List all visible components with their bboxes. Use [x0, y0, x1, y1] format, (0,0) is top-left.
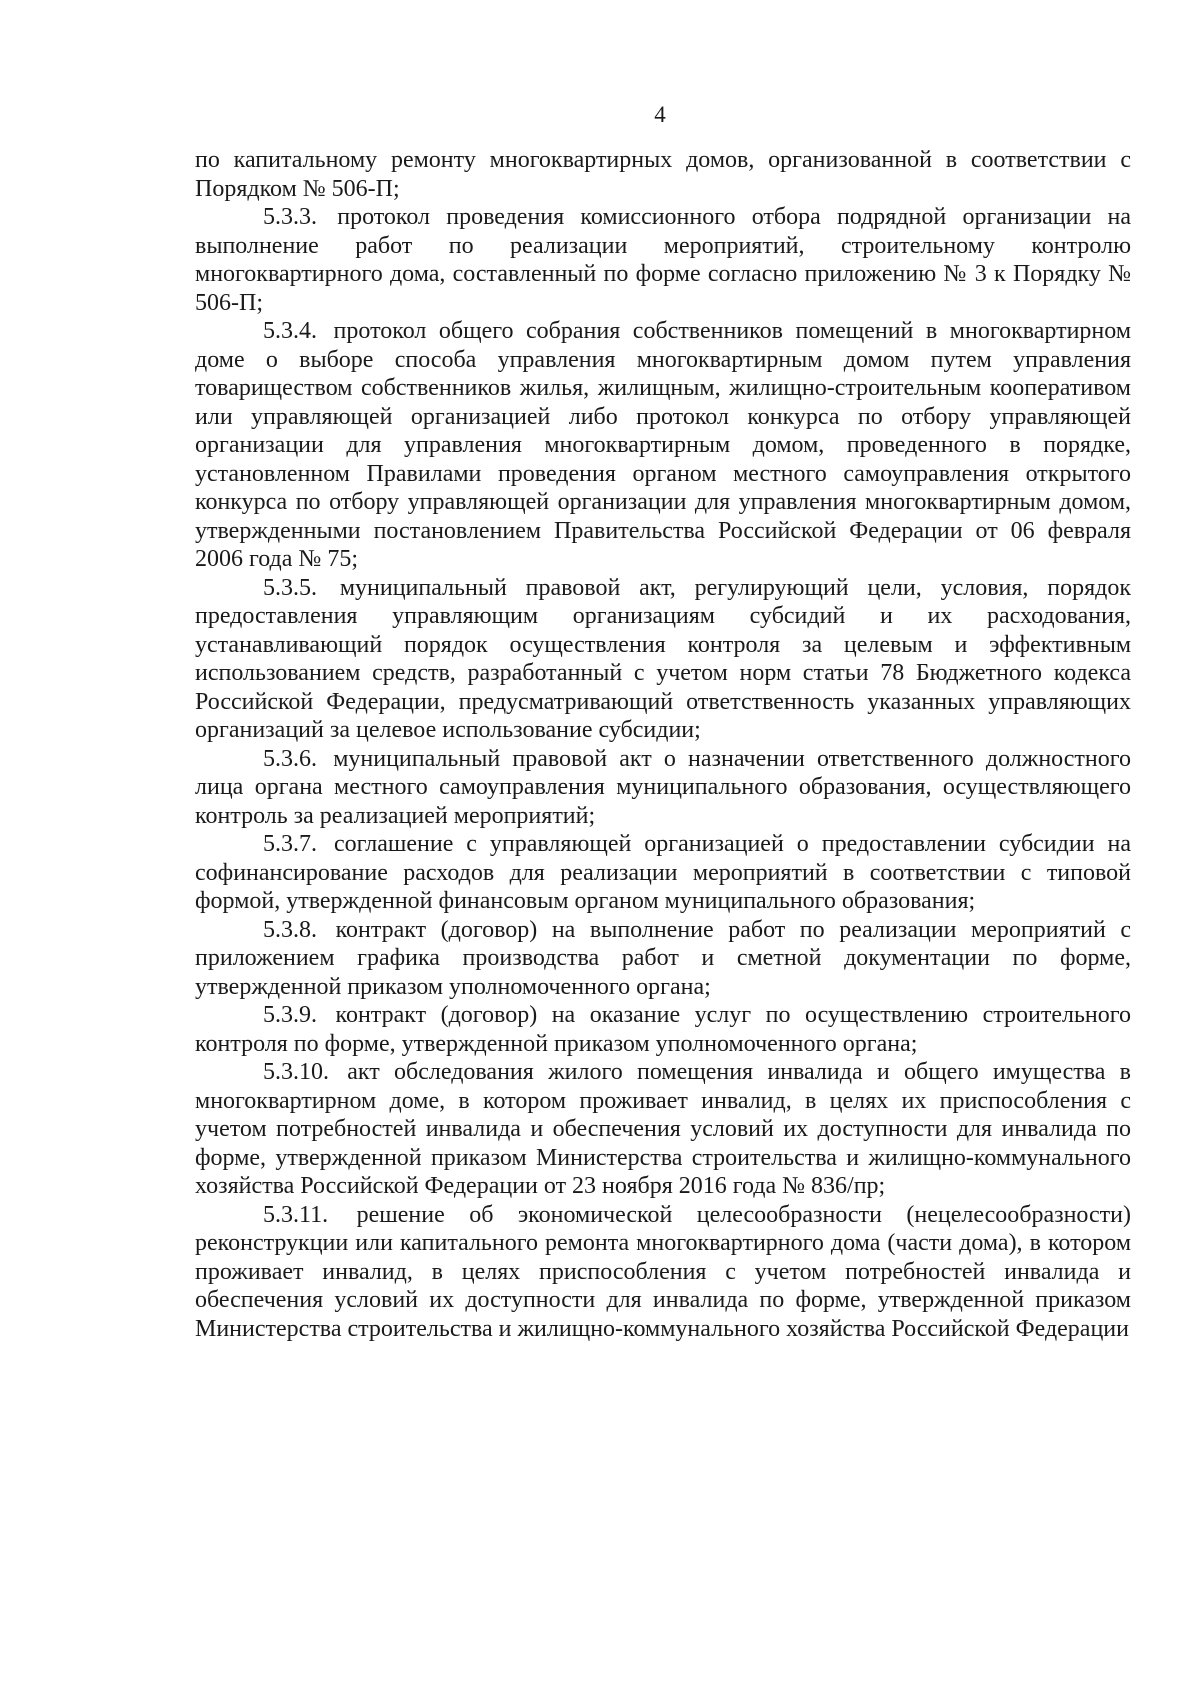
- paragraph-text: муниципальный правовой акт, регулирующий цели, условия, порядок предоставления управляющим организациям субсидий и их расходования, устанавливающий порядок осуществления контроля за целевым и эффективным использованием средств, разработанный с учетом норм статьи 78 Бюджетного кодекса Российской Федерации, предусматривающий ответственность указанных управляющих организаций за целевое использование субсидии;: [195, 574, 1131, 743]
- clause-number: 5.3.10.: [263, 1059, 329, 1085]
- page-number: 4: [654, 102, 666, 127]
- paragraph-text: контракт (договор) на выполнение работ по реализации мероприятий с приложением графика производства работ и сметной документации по форме, утвержденной приказом уполномоченного органа;: [195, 916, 1131, 1000]
- clause-number: 5.3.8.: [263, 916, 317, 943]
- paragraph-5-3-3: [195, 203, 1131, 317]
- paragraph-text: муниципальный правовой акт о назначении ответственного должностного лица органа местного самоуправления муниципального образования, осуществляющего контроль за реализацией мероприятий;: [195, 745, 1132, 829]
- paragraph-text: соглашение с управляющей организацией о предоставлении субсидии на софинансирование расходов для реализации мероприятий в соответствии с типовой формой, утвержденной финансовым органом муниципального образования;: [195, 831, 1132, 914]
- clause-number: 5.3.5.: [263, 574, 317, 601]
- clause-number: 5.3.7.: [263, 831, 317, 857]
- paragraph-text: протокол общего собрания собственников помещений в многоквартирном доме о выборе способа управления многоквартирным домом путем управления товариществом собственников жилья, жилищным, жилищно-строительным кооперативом или управляющей организацией либо протокол конкурса по отбору управляющей организации для управления многоквартирным домом, проведенного в порядке, установленном Правилами проведения органом местного самоуправления открытого конкурса по отбору управляющей организации для управления многоквартирным домом, утвержденными постановлением Правительства Российской Федерации от 06 февраля 2006 года № 75;: [195, 318, 1132, 572]
- paragraph-5-3-9: [195, 1001, 1131, 1058]
- paragraph-5-3-7: [195, 830, 1131, 916]
- document-body: [195, 146, 1131, 1343]
- paragraph-5-3-5: [195, 574, 1131, 745]
- paragraph-5-3-8: [195, 916, 1131, 1002]
- paragraph-5-3-11: [195, 1201, 1131, 1344]
- paragraph-text: по капитальному ремонту многоквартирных домов, организованной в соответствии с Порядком № 506-П;: [195, 147, 1131, 202]
- clause-number: 5.3.11.: [263, 1201, 329, 1228]
- paragraph-5-3-10: [195, 1058, 1131, 1201]
- clause-number: 5.3.9.: [263, 1002, 317, 1028]
- paragraph-text: акт обследования жилого помещения инвалида и общего имущества в многоквартирном доме, в котором проживает инвалид, в целях их приспособления с учетом потребностей инвалида и обеспечения условий их доступности для инвалида по форме, утвержденной приказом Министерства строительства и жилищно-коммунального хозяйства Российской Федерации от 23 ноября 2016 года № 836/пр;: [195, 1059, 1132, 1199]
- paragraph-text: решение об экономической целесообразности (нецелесообразности) реконструкции или капитального ремонта многоквартирного дома (части дома), в котором проживает инвалид, в целях приспособления с учетом потребностей инвалида и обеспечения условий их доступности для инвалида по форме, утвержденной приказом Министерства строительства и жилищно-коммунального хозяйства Российской Федерации: [195, 1201, 1132, 1342]
- clause-number: 5.3.3.: [263, 204, 317, 230]
- paragraph-text: протокол проведения комиссионного отбора подрядной организации на выполнение работ по реализации мероприятий, строительному контролю многоквартирного дома, составленный по форме согласно приложению № 3 к Порядку № 506-П;: [195, 204, 1132, 316]
- clause-number: 5.3.6.: [263, 745, 317, 772]
- paragraph-5-3-6: [195, 745, 1131, 831]
- paragraph-text: контракт (договор) на оказание услуг по осуществлению строительного контроля по форме, утвержденной приказом уполномоченного органа;: [195, 1002, 1132, 1057]
- clause-number: 5.3.4.: [263, 318, 317, 344]
- paragraph-5-3-4: [195, 317, 1131, 574]
- paragraph-continuation: [195, 146, 1131, 203]
